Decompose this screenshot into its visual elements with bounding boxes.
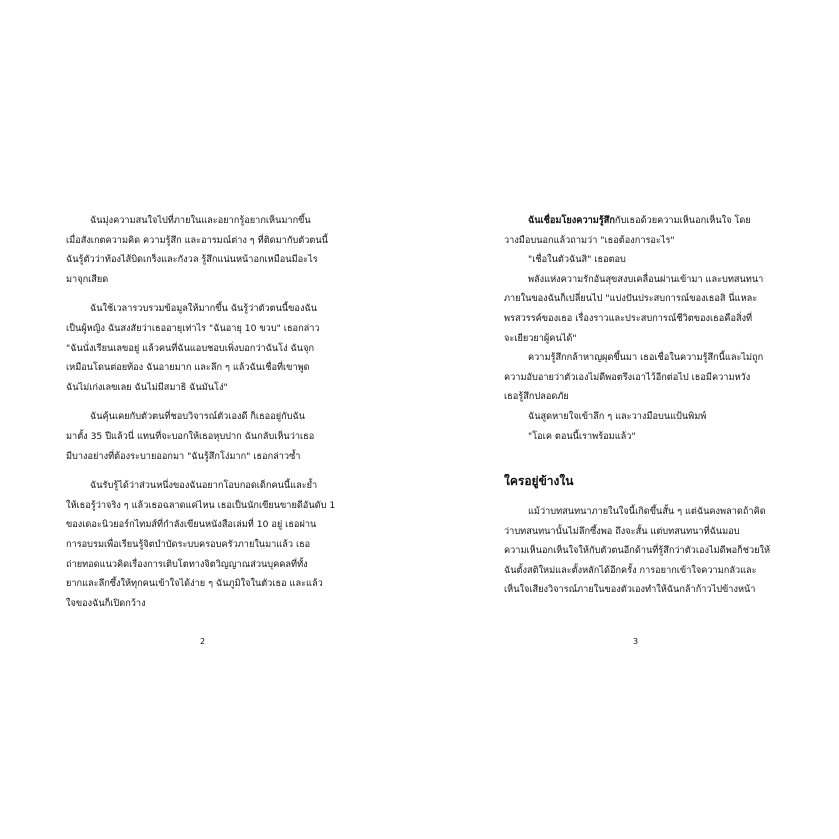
text-line: ภายในของฉันก็เปลี่ยนไป "แบ่งปันประสบการณ์ของเธอสิ นี่แหละ bbox=[504, 293, 758, 305]
text-line: ฉันสูดหายใจเข้าลึก ๆ และวางมือบนแป้นพิมพ์ bbox=[528, 410, 707, 422]
text-line: จะเยียวยาผู้คนได้" bbox=[504, 332, 577, 344]
text-line bbox=[504, 211, 763, 231]
text-line: ของเดอะนิวยอร์กไทมส์ที่กำลังเขียนหนังสือเล่มที่ 10 อยู่ เธอผ่าน bbox=[66, 519, 317, 531]
text-line: เมื่อสังเกตความคิด ความรู้สึก และอารมณ์ต่าง ๆ ที่ติดมากับตัวตนนี้ bbox=[66, 234, 328, 246]
text-line: พลังแห่งความรักอันสุขสงบเคลื่อนผ่านเข้ามา และบทสนทนา bbox=[528, 273, 764, 285]
text-line: "เชื่อในตัวฉันสิ" เธอตอบ bbox=[528, 254, 626, 266]
text-line: การอบรมเพื่อเรียนรู้จิตบำบัดระบบครอบครัวภายในมาแล้ว เธอ bbox=[66, 538, 311, 550]
right-page bbox=[420, 0, 839, 839]
text-line: ฉันรู้ตัวว่าท้องไส้บิดเกร็งและกังวล รู้สึกแน่นหน้าอกเหมือนมีอะไร bbox=[66, 254, 318, 266]
left-page bbox=[0, 0, 419, 839]
text-line: พรสวรรค์ของเธอ เรื่องราวและประสบการณ์ชีวิตของเธอคือสิ่งที่ bbox=[504, 312, 753, 324]
text-line: เป็นผู้หญิง ฉันสงสัยว่าเธออายุเท่าไร "ฉันอายุ 10 ขวบ" เธอกล่าว bbox=[66, 322, 320, 334]
page-number: 3 bbox=[633, 637, 639, 646]
text-line: ความอับอายว่าตัวเองไม่ดีพอตรึงเอาไว้อีกต่อไป เธอมีความหวัง bbox=[504, 371, 751, 383]
text-line: ฉันไม่เก่งเลขเลย ฉันไม่มีสมาธิ ฉันมันโง่" bbox=[66, 381, 228, 393]
text-line: ฉันใช้เวลารวบรวมข้อมูลให้มากขึ้น ฉันรู้ว่าตัวตนนี้ของฉัน bbox=[90, 303, 317, 315]
text-line: ให้เธอรู้ว่าจริง ๆ แล้วเธอฉลาดแค่ไหน เธอเป็นนักเขียนขายดีอันดับ 1 bbox=[66, 499, 336, 511]
text-line: ฉันตั้งสติใหม่และตั้งหลักได้อีกครั้ง การอยากเข้าใจความกลัวและ bbox=[504, 564, 757, 576]
text-line: ฉันคุ้นเคยกับตัวตนที่ชอบวิจารณ์ตัวเองดี ก็เธออยู่กับฉัน bbox=[90, 411, 306, 423]
text-line: "ฉันนั่งเรียนเลขอยู่ แล้วคนที่ฉันแอบชอบเพิ่งบอกว่าฉันโง่ ฉันจุก bbox=[66, 342, 315, 354]
text-line: เห็นใจเสียงวิจารณ์ภายในของตัวเองทำให้ฉันกล้าก้าวไปข้างหน้า bbox=[504, 584, 756, 596]
text-line: "โอเค ตอนนี้เราพร้อมแล้ว" bbox=[528, 430, 636, 442]
text-line: ยากและลึกซึ้งให้ทุกคนเข้าใจได้ง่าย ๆ ฉันภูมิใจในตัวเธอ และแล้ว bbox=[66, 578, 323, 590]
text-line: แม้ว่าบทสนทนาภายในใจนี้เกิดขึ้นสั้น ๆ แต่ฉันคงพลาดถ้าคิด bbox=[528, 506, 766, 517]
right-page-body-bottom bbox=[504, 502, 770, 600]
text-line: ฉันรับรู้ได้ว่าส่วนหนึ่งของฉันอยากโอบกอดเด็กคนนี้และย้ำ bbox=[90, 480, 318, 492]
text-line: มาจุกเสียด bbox=[66, 273, 109, 285]
section-heading: ใครอยู่ข้างใน bbox=[504, 474, 574, 488]
text-line: ความรู้สึกกล้าหาญผุดขึ้นมา เธอเชื่อในความรู้สึกนี้และไม่ถูก bbox=[528, 352, 764, 364]
text-line: มีบางอย่างที่ต้องระบายออกมา "ฉันรู้สึกโง่มาก" เธอกล่าวซ้ำ bbox=[66, 450, 301, 462]
text-line: ถ่ายทอดแนวคิดเรื่องการเติบโตทางจิตวิญญาณส่วนบุคคลที่ทั้ง bbox=[66, 558, 308, 570]
left-page-body bbox=[66, 211, 335, 613]
page-number: 2 bbox=[200, 637, 206, 646]
text-line: เธอรู้สึกปลอดภัย bbox=[504, 391, 569, 403]
text-line: ใจของฉันก็เปิดกว้าง bbox=[66, 597, 146, 609]
right-page-body-top bbox=[504, 211, 763, 446]
text-line: ความเห็นอกเห็นใจให้กับตัวตนอีกด้านที่รู้สึกว่าตัวเองไม่ดีพอก็ช่วยให้ bbox=[504, 545, 771, 557]
emphasis-text: ฉันเชื่อมโยงความรู้สึก bbox=[528, 215, 615, 226]
text-run: กับเธอด้วยความเห็นอกเห็นใจ โดย bbox=[614, 215, 751, 226]
text-line: ฉันมุ่งความสนใจไปที่ภายในและอยากรู้อยากเห็นมากขึ้น bbox=[90, 215, 311, 226]
text-line: เหมือนโดนต่อยท้อง ฉันอายมาก และลึก ๆ แล้วฉันเชื่อที่เขาพูด bbox=[66, 362, 310, 374]
text-line: ว่าบทสนทนานั้นไม่ลึกซึ้งพอ ถึงจะสั้น แต่บทสนทนาที่ฉันมอบ bbox=[504, 525, 740, 537]
text-line: มาตั้ง 35 ปีแล้วนี่ แทนที่จะบอกให้เธอหุบปาก ฉันกลับเห็นว่าเธอ bbox=[66, 430, 315, 442]
text-line: วางมือบนอกแล้วถามว่า "เธอต้องการอะไร" bbox=[504, 234, 675, 246]
